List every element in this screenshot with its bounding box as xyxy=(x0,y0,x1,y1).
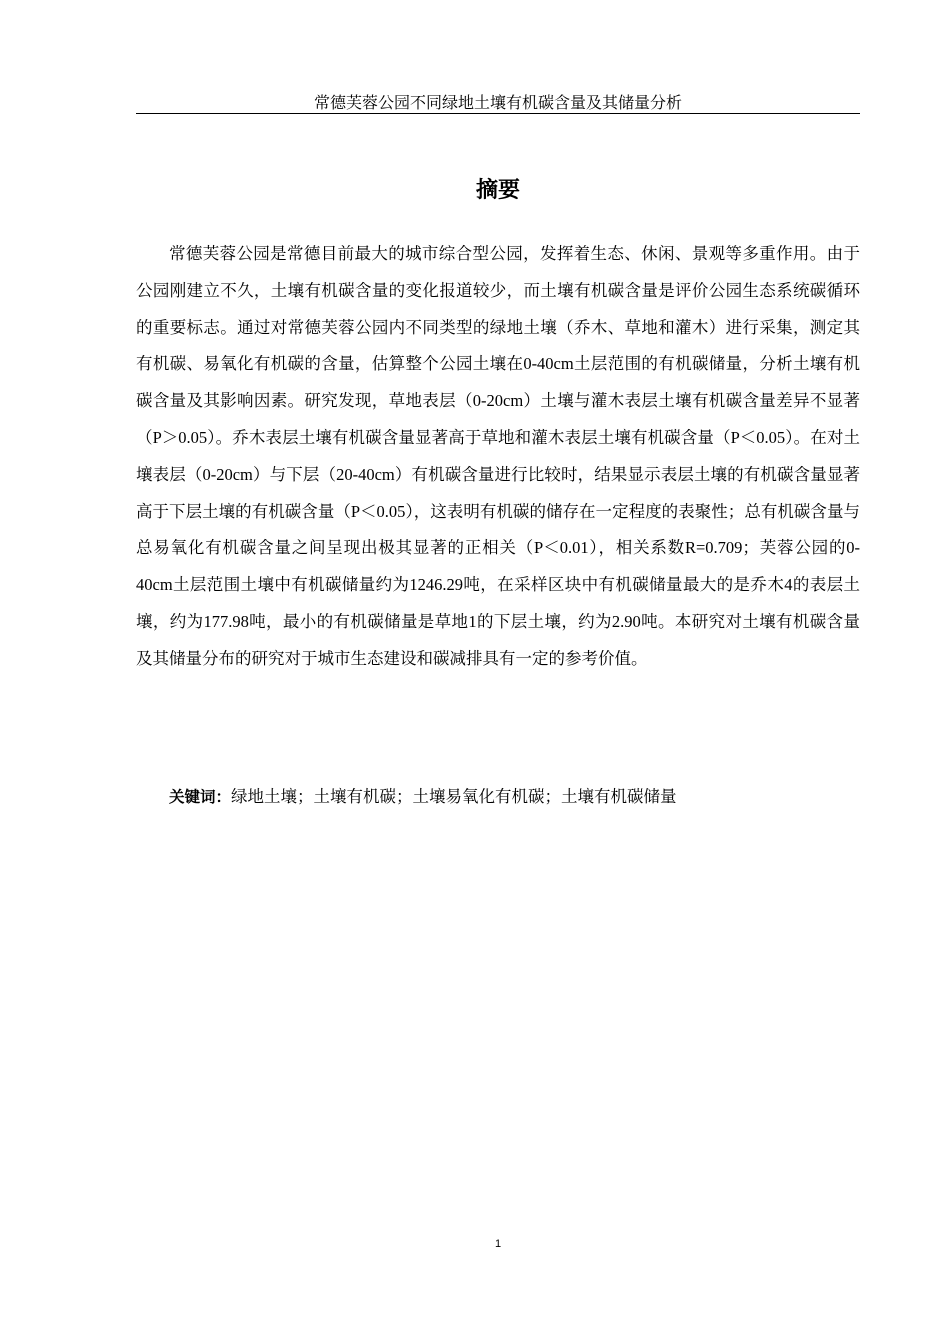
running-header: 常德芙蓉公园不同绿地土壤有机碳含量及其储量分析 xyxy=(313,93,682,112)
abstract-paragraph: 常德芙蓉公园是常德目前最大的城市综合型公园，发挥着生态、休闲、景观等多重作用。由于公园刚建立不久，土壤有机碳含量的变化报道较少，而土壤有机碳含量是评价公园生态系统碳循环的重要标志。通过对常德芙蓉公园内不同类型的绿地土壤（乔木、草地和灌木）进行采集，测定其有机碳、易氧化有机碳的含量，估算整个公园土壤在0-40cm土层范围的有机碳储量，分析土壤有机碳含量及其影响因素。研究发现，草地表层（0-20cm）土壤与灌木表层土壤有机碳含量差异不显著（P＞0.05）。乔木表层土壤有机碳含量显著高于草地和灌木表层土壤有机碳含量（P＜0.05）。在对土壤表层（0-20cm）与下层（20-40cm）有机碳含量进行比较时，结果显示表层土壤的有机碳含量显著高于下层土壤的有机碳含量（P＜0.05），这表明有机碳的储存在一定程度的表聚性；总有机碳含量与总易氧化有机碳含量之间呈现出极其显著的正相关（P＜0.01），相关系数R=0.709；芙蓉公园的0-40cm土层范围土壤中有机碳储量约为1246.29吨，在采样区块中有机碳储量最大的是乔木4的表层土壤，约为177.98吨，最小的有机碳储量是草地1的下层土壤，约为2.90吨。本研究对土壤有机碳含量及其储量分布的研究对于城市生态建设和碳减排具有一定的参考价值。 xyxy=(136,244,860,668)
header-divider xyxy=(136,113,860,114)
section-title: 摘要 xyxy=(475,178,520,203)
page-number: 1 xyxy=(494,1238,502,1250)
keywords-label: 关键词： xyxy=(169,788,232,806)
keywords-line xyxy=(136,782,860,812)
keywords-list: 绿地土壤；土壤有机碳；土壤易氧化有机碳；土壤有机碳储量 xyxy=(231,787,677,806)
